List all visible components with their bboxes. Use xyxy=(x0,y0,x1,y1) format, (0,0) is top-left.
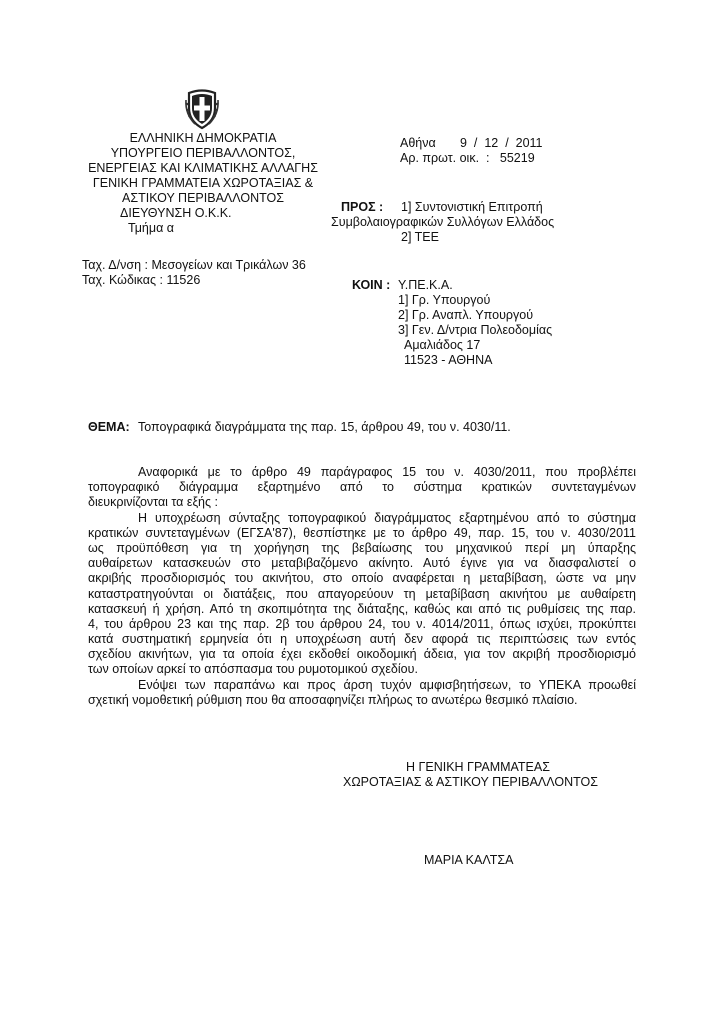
body-line: Η υποχρέωση σύνταξης τοπογραφικού διαγράμματος εξαρτημένου από το σύστημα xyxy=(138,510,636,525)
signature-title: Η ΓΕΝΙΚΗ ΓΡΑΜΜΑΤΕΑΣ xyxy=(406,760,550,774)
document-date: Αθήνα 9 / 12 / 2011 xyxy=(400,136,543,150)
sender-line: ΕΛΛΗΝΙΚΗ ΔΗΜΟΚΡΑΤΙΑ xyxy=(129,131,277,145)
body-line: αυθαίρετων κατασκευών στο μεταβιβαζόμενο ακίνητο. Αυτό έγινε για να διασφαλιστεί ο xyxy=(88,556,636,571)
subject-text: Τοπογραφικά διαγράμματα της παρ. 15, άρθρου 49, του ν. 4030/11. xyxy=(138,420,511,434)
sender-address: Ταχ. Δ/νση : Μεσογείων και Τρικάλων 36 xyxy=(82,258,306,272)
body-line: κατά συστηματική ερμηνεία ότι η υποχρέωση αυτή δεν αφορά τις περιπτώσεις των εντός xyxy=(88,632,636,647)
body-line: των οποίων αρκεί το απόσπασμα του ρυμοτομικού σχεδίου. xyxy=(88,662,418,677)
body-line: ως προϋπόθεση για τη χορήγηση της βεβαίωσης του μηχανικού περί μη ύπαρξης xyxy=(88,540,636,555)
recipients-label: ΠΡΟΣ : xyxy=(341,200,384,214)
cc-line: 2] Γρ. Αναπλ. Υπουργού xyxy=(398,308,534,322)
section-line: Τμήμα α xyxy=(128,221,175,235)
cc-line: 3] Γεν. Δ/ντρια Πολεοδομίας xyxy=(398,323,553,337)
sender-postcode: Ταχ. Κώδικας : 11526 xyxy=(82,273,201,287)
body-line: ακριβής προσδιορισμός του ακινήτου, στο οποίο αναφέρεται η μεταβίβαση, ώστε να μην xyxy=(88,571,636,586)
cc-line: 11523 - ΑΘΗΝΑ xyxy=(404,353,493,367)
cc-label: ΚΟΙΝ : xyxy=(352,278,391,292)
body-line: 4, του άρθρου 23 και της παρ. 2β του άρθρου 24, του ν. 4014/2011, όπως ισχύει, προκύπτει xyxy=(88,616,636,631)
cc-first: Υ.ΠΕ.Κ.Α. xyxy=(398,278,453,292)
sender-line: ΕΝΕΡΓΕΙΑΣ ΚΑΙ ΚΛΙΜΑΤΙΚΗΣ ΑΛΛΑΓΗΣ xyxy=(88,161,318,175)
department-line: ΔΙΕΥΘΥΝΣΗ Ο.Κ.Κ. xyxy=(120,206,232,220)
body-line: διευκρινίζονται τα εξής : xyxy=(88,495,218,510)
recipient-1-cont: Συμβολαιογραφικών Συλλόγων Ελλάδος xyxy=(331,215,555,229)
body-line: τοπογραφικό διάγραμμα εξαρτημένο από το σύστημα κρατικών συντεταγμένων xyxy=(88,480,636,495)
letter-body xyxy=(88,465,636,708)
signature-title-2: ΧΩΡΟΤΑΞΙΑΣ & ΑΣΤΙΚΟΥ ΠΕΡΙΒΑΛΛΟΝΤΟΣ xyxy=(343,775,598,789)
sender-line: ΓΕΝΙΚΗ ΓΡΑΜΜΑΤΕΙΑ ΧΩΡΟΤΑΞΙΑΣ & xyxy=(92,176,314,190)
body-line: σχεδίου ακινήτων, για τα οποία έχει εκδοθεί οικοδομική άδεια, για τον ακριβή προσδιορισμό xyxy=(88,647,636,662)
sender-block xyxy=(82,131,324,206)
body-line: κρατικών συντεταγμένων (ΕΓΣΑ'87), θεσπίστηκε με το άρθρο 49, παρ. 15, του ν. 4030/2011 xyxy=(88,525,636,540)
sender-line: ΥΠΟΥΡΓΕΙΟ ΠΕΡΙΒΑΛΛΟΝΤΟΣ, xyxy=(110,146,296,160)
sender-line: ΑΣΤΙΚΟΥ ΠΕΡΙΒΑΛΛΟΝΤΟΣ xyxy=(122,191,284,205)
cc-line: Αμαλιάδος 17 xyxy=(404,338,481,352)
signatory-name: ΜΑΡΙΑ ΚΑΛΤΣΑ xyxy=(424,853,514,867)
body-line: καταστρατηγούνται οι διατάξεις, που απαγορεύουν τη μεταβίβαση ακινήτου με αυθαίρετη xyxy=(88,586,636,601)
hellenic-republic-emblem-icon xyxy=(183,88,221,130)
subject-label: ΘΕΜΑ: xyxy=(88,420,130,434)
body-line: κατασκευή ή χρήση. Από τη σκοπιμότητα της διάταξης, καθώς και από τις ρυθμίσεις της παρ. xyxy=(88,601,636,616)
body-line: σχετική νομοθετική ρύθμιση που θα αποσαφηνίζει πλήρως το ανωτέρω θεσμικό πλαίσιο. xyxy=(88,692,578,707)
protocol-number: Αρ. πρωτ. οικ. : 55219 xyxy=(400,151,535,165)
recipient-2: 2] ΤΕΕ xyxy=(401,230,439,244)
cc-line: 1] Γρ. Υπουργού xyxy=(398,293,491,307)
recipient-1: 1] Συντονιστική Επιτροπή xyxy=(401,200,543,214)
body-line: Ενόψει των παραπάνω και προς άρση τυχόν αμφισβητήσεων, το ΥΠΕΚΑ προωθεί xyxy=(138,677,636,692)
body-line: Αναφορικά με το άρθρο 49 παράγραφος 15 του ν. 4030/2011, που προβλέπει xyxy=(138,465,636,479)
